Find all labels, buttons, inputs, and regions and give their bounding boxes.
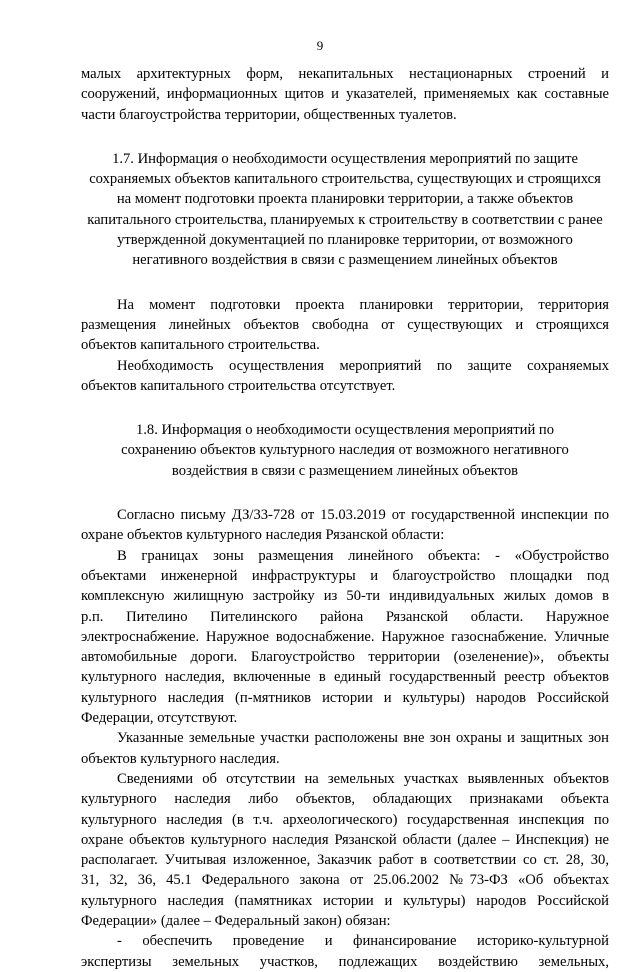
text-line: 31, 32, 36, 45.1 Федерального закона от 25.06.2002 №73-ФЗ «Об объектах: [81, 872, 609, 889]
text-line: Федерации» (далее – Федеральный закон) обязан:: [81, 912, 391, 929]
text-line: электроснабжение. Наружное водоснабжение. Наружное газоснабжение. Уличные: [81, 628, 609, 645]
text-line: Необходимость осуществления мероприятий по защите сохраняемых: [117, 357, 609, 374]
heading-line: сохранению объектов культурного наследия от возможного негативного: [121, 442, 569, 459]
text-line: культурного наследия, включенные в единый государственный реестр объектов: [81, 669, 609, 686]
heading-line: сохраняемых объектов капитального строительства, существующих и строящихся: [89, 171, 601, 188]
text-line: размещения линейных объектов свободна от существующих и строящихся: [81, 316, 609, 333]
text-line: сооружений, информационных щитов и указателей, применяемых как составные: [81, 86, 609, 103]
text-line: охране объектов культурного наследия Рязанской области:: [81, 527, 445, 544]
text-line: части благоустройства территории, общественных туалетов.: [81, 106, 457, 123]
text-line: автомобильные дороги. Благоустройство территории (озеленение)», объекты: [81, 649, 609, 666]
text-line: Федерации, отсутствуют.: [81, 710, 238, 727]
text-line: объектов капитального строительства.: [81, 337, 320, 354]
section-1-8-paragraph-2: [81, 546, 609, 729]
text-line: р.п. Пителино Пителинского района Рязанской области. Наружное: [81, 608, 609, 625]
heading-line: 1.8. Информация о необходимости осуществления мероприятий по: [135, 422, 555, 439]
text-line: объектами инженерной инфраструктуры и благоустройство площадки под: [81, 567, 609, 584]
text-line: объектов капитального строительства отсутствует.: [81, 377, 396, 394]
section-1-8-heading: [81, 420, 609, 481]
text-line: - обеспечить проведение и финансирование историко-культурной: [117, 933, 609, 950]
section-1-8-paragraph-1: [81, 505, 609, 546]
heading-line: 1.7. Информация о необходимости осуществления мероприятий по защите: [112, 150, 578, 167]
heading-line: негативного воздействия в связи с размещением линейных объектов: [132, 252, 558, 269]
text-line: Сведениями об отсутствии на земельных участках выявленных объектов: [117, 770, 609, 787]
page-content: [81, 64, 609, 972]
section-1-8-paragraph-5: [81, 931, 609, 972]
heading-line: воздействия в связи с размещением линейных объектов: [171, 462, 519, 479]
section-1-8-paragraph-4: [81, 769, 609, 931]
text-line: экспертизы земельных участков, подлежащих воздействию земельных,: [81, 953, 609, 970]
text-line: культурного наследия (в т.ч. археологического) государственная инспекция по: [81, 811, 609, 828]
section-1-7-paragraph-2: [81, 356, 609, 397]
text-line: малых архитектурных форм, некапитальных нестационарных строений и: [81, 66, 609, 82]
text-line: культурного наследия либо объектов, обладающих признаками объекта: [81, 791, 609, 808]
heading-line: капитального строительства, планируемых к строительству в соответствии с ранее: [87, 211, 603, 228]
heading-line: утвержденной документацией по планировке территории, от возможного: [117, 232, 573, 249]
text-line: комплексную жилищную застройку из 50-ти индивидуальных жилых домов в: [81, 588, 609, 605]
section-1-7-heading: [81, 149, 609, 271]
text-line: В границах зоны размещения линейного объекта: - «Обустройство: [117, 547, 609, 564]
text-line: На момент подготовки проекта планировки территории, территория: [117, 296, 609, 313]
intro-paragraph: [81, 64, 609, 125]
text-line: культурного наследия (п-мятников истории и культуры) народов Российской: [81, 689, 609, 706]
text-line: объектов культурного наследия.: [81, 750, 280, 767]
section-1-8-paragraph-3: [81, 728, 609, 769]
heading-line: на момент подготовки проекта планировки территории, а также объектов: [116, 191, 574, 208]
page-number: 9: [316, 38, 324, 53]
text-line: охране объектов культурного наследия Рязанской области (далее – Инспекция) не: [81, 831, 609, 848]
text-line: Указанные земельные участки расположены вне зон охраны и защитных зон: [117, 730, 609, 747]
section-1-7-paragraph-1: [81, 295, 609, 356]
text-line: располагает. Учитывая изложенное, Заказчик работ в соответствии со ст. 28, 30,: [81, 852, 609, 869]
text-line: культурного наследия (памятниках истории и культуры) народов Российской: [81, 892, 609, 909]
text-line: Согласно письму ДЗ/33-728 от 15.03.2019 от государственной инспекции по: [117, 507, 609, 524]
